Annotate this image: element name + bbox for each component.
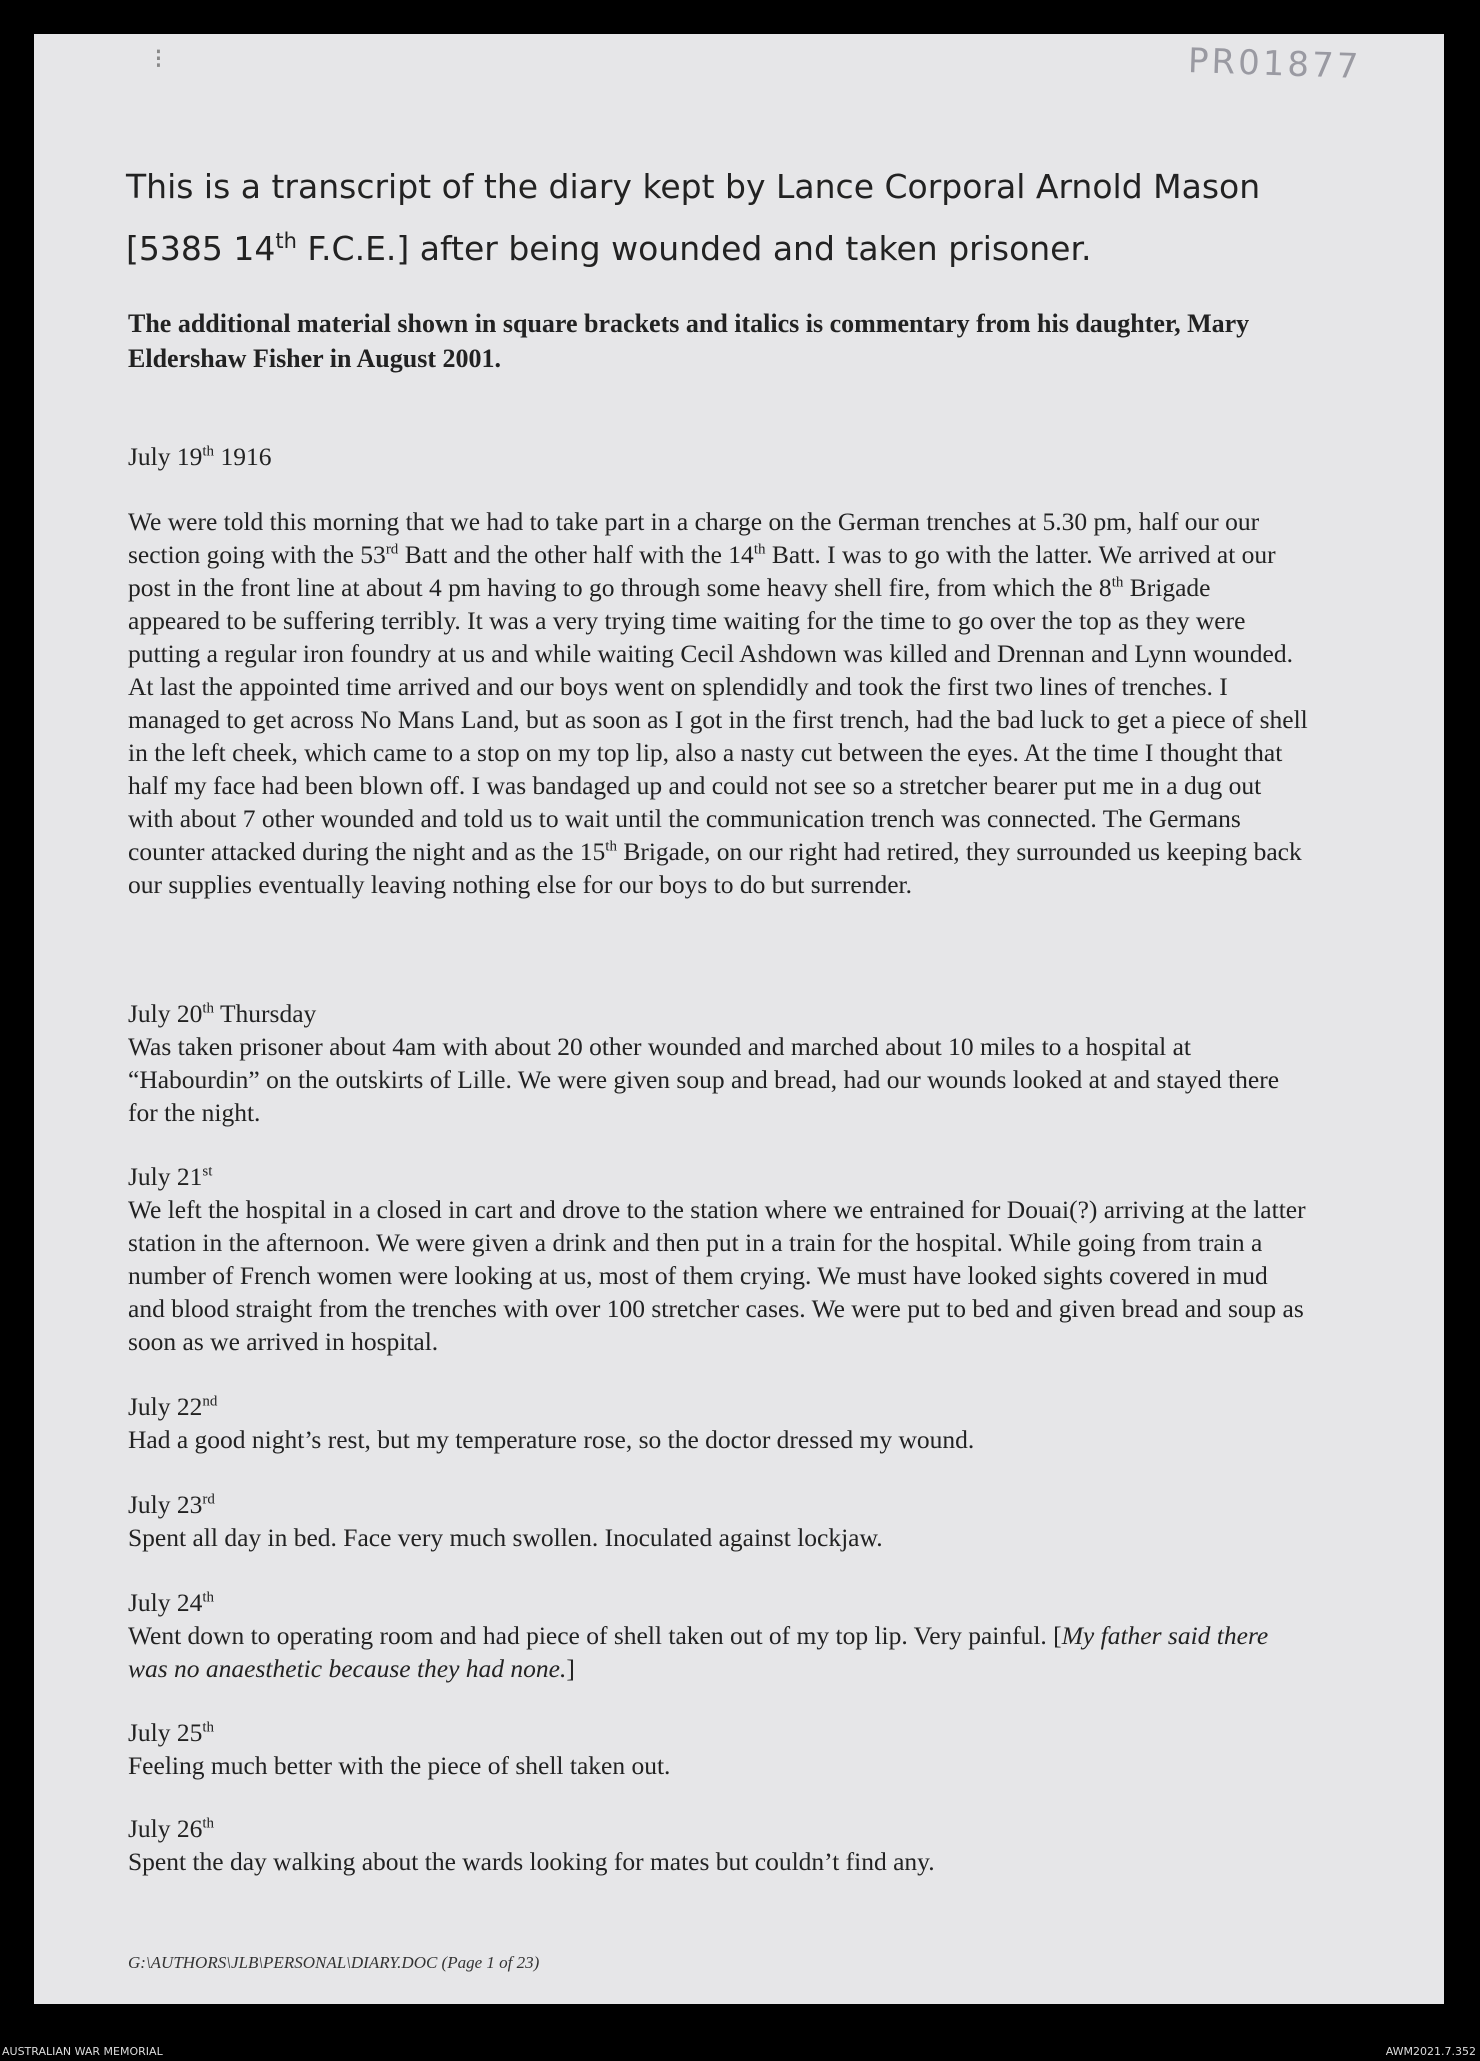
entry	[128, 1160, 1308, 1358]
title-line-1: This is a transcript of the diary kept by Lance Corporal Arnold Mason	[126, 167, 1261, 206]
entry-date: July 24th	[128, 1588, 215, 1617]
entry-text: We left the hospital in a closed in cart and drove to the station where we entrained for Douai(?) arriving at the latter station in the afternoon. We were given a drink and then put in a train for the hospital. While going from train a number of French women were looking at us, most of them crying. We must have looked sights covered in mud and blood straight from the trenches with over 100 stretcher cases. We were put to bed and given bread and soup as soon as we arrived in hospital.	[128, 1195, 1306, 1356]
entry	[128, 1390, 1308, 1456]
entry-date: July 22nd	[128, 1392, 218, 1421]
page-title	[126, 160, 1276, 276]
title-line-2: [5385 14th F.C.E.] after being wounded and taken prisoner.	[126, 229, 1092, 268]
entry-date: July 26th	[128, 1814, 215, 1843]
archive-id: AWM2021.7.352	[1385, 2045, 1476, 2058]
lead-paragraph: The additional material shown in square brackets and italics is commentary from his daughter, Mary Eldershaw Fisher in August 2001.	[128, 309, 1250, 373]
entry-text: Went down to operating room and had piece of shell taken out of my top lip. Very painful. [My father said there was no anaesthetic because they had none.]	[128, 1621, 1269, 1683]
entry-text: We were told this morning that we had to take part in a charge on the German trenches at 5.30 pm, half our our section going with the 53rd Batt and the other half with the 14th Batt. I was to go with the latter. We arrived at our post in the front line at about 4 pm having to go through some heavy shell fire, from which the 8th Brigade appeared to be suffering terribly. It was a very trying time waiting for the time to go over the top as they were putting a regular iron foundry at us and while waiting Cecil Ashdown was killed and Drennan and Lynn wounded. At last the appointed time arrived and our boys went on splendidly and took the first two lines of trenches. I managed to get across No Mans Land, but as soon as I got in the first trench, had the bad luck to get a piece of shell in the left cheek, which came to a stop on my top lip, also a nasty cut between the eyes. At the time I thought that half my face had been blown off. I was bandaged up and could not see so a stretcher bearer put me in a dug out with about 7 other wounded and told us to wait until the communication trench was connected. The Germans counter attacked during the night and as the 15th Brigade, on our right had retired, they surrounded us keeping back our supplies eventually leaving nothing else for our boys to do but surrender.	[128, 507, 1308, 899]
entry	[128, 1488, 1308, 1554]
entry	[128, 1586, 1308, 1685]
entry-text: Feeling much better with the piece of shell taken out.	[128, 1751, 671, 1780]
entry	[128, 997, 1308, 1129]
entry-text: Spent the day walking about the wards looking for mates but couldn’t find any.	[128, 1847, 935, 1876]
footer-path: G:\AUTHORS\JLB\PERSONAL\DIARY.DOC (Page 1 of 23)	[128, 1953, 540, 1972]
entry-text: Spent all day in bed. Face very much swollen. Inoculated against lockjaw.	[128, 1523, 883, 1552]
entry	[128, 1812, 1308, 1878]
entry-date: July 19th 1916	[128, 442, 272, 471]
archive-label: AUSTRALIAN WAR MEMORIAL	[2, 2045, 163, 2058]
entry-text: Had a good night’s rest, but my temperature rose, so the doctor dressed my wound.	[128, 1425, 975, 1454]
entry-date: July 21st	[128, 1162, 213, 1191]
entry-text: Was taken prisoner about 4am with about 20 other wounded and marched about 10 miles to a hospital at “Habourdin” on the outskirts of Lille. We were given soup and bread, had our wounds looked at and stayed there for the night.	[128, 1032, 1280, 1127]
pencil-mark: ⁝	[154, 44, 163, 75]
entry-date: July 25th	[128, 1718, 215, 1747]
reference-number: PR01877	[1187, 40, 1362, 88]
entry	[128, 1716, 1308, 1782]
commentary-italic: My father said there was no anaesthetic because they had none.	[128, 1621, 1269, 1683]
entry-date: July 20th Thursday	[128, 999, 317, 1028]
entry-date: July 23rd	[128, 1490, 215, 1519]
